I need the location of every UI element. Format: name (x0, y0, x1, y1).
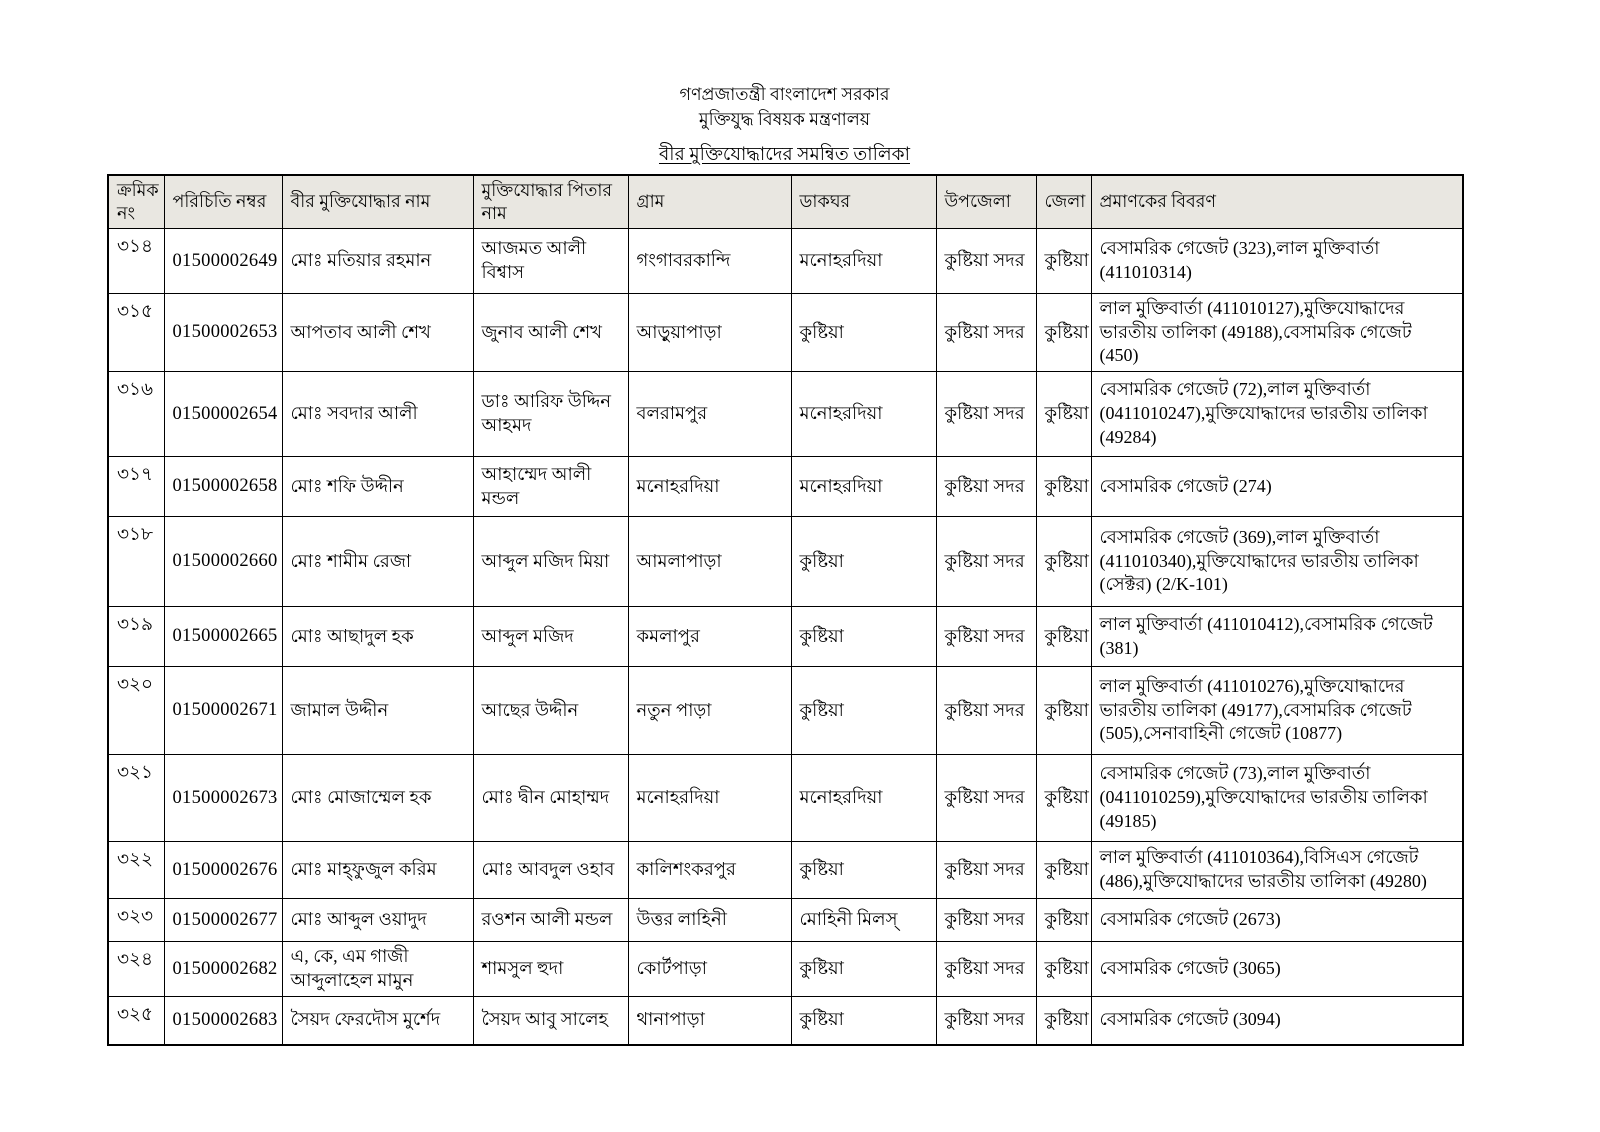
header-upazila: উপজেলা (936, 175, 1036, 229)
serial-cell: ৩২১ (108, 755, 164, 842)
upazila-cell: কুষ্টিয়া সদর (936, 842, 1036, 899)
father-name-cell: আব্দুল মজিদ মিয়া (473, 517, 628, 607)
header-district: জেলা (1036, 175, 1091, 229)
village-cell: মনোহরদিয়া (628, 457, 791, 517)
id-number-cell: 01500002673 (164, 755, 282, 842)
post-office-cell: কুষ্টিয়া (791, 997, 936, 1045)
upazila-cell: কুষ্টিয়া সদর (936, 228, 1036, 293)
fighter-name-cell: মোঃ সবদার আলী (282, 372, 473, 457)
post-office-cell: মনোহরদিয়া (791, 457, 936, 517)
title-ministry: মুক্তিযুদ্ধ বিষয়ক মন্ত্রণালয় (698, 109, 871, 130)
id-number-cell: 01500002649 (164, 228, 282, 293)
post-office-cell: মোহিনী মিলস্ (791, 899, 936, 942)
fighter-name-cell: মোঃ আব্দুল ওয়াদুদ (282, 899, 473, 942)
village-cell: মনোহরদিয়া (628, 755, 791, 842)
upazila-cell: কুষ্টিয়া সদর (936, 667, 1036, 755)
district-cell: কুষ্টিয়া (1036, 667, 1091, 755)
village-cell: থানাপাড়া (628, 997, 791, 1045)
village-cell: নতুন পাড়া (628, 667, 791, 755)
upazila-cell: কুষ্টিয়া সদর (936, 942, 1036, 997)
table-row (108, 942, 1463, 997)
upazila-cell: কুষ্টিয়া সদর (936, 755, 1036, 842)
village-cell: কালিশংকরপুর (628, 842, 791, 899)
proof-details-cell: লাল মুক্তিবার্তা (411010127),মুক্তিযোদ্ধাদের ভারতীয় তালিকা (49188),বেসামরিক গেজেট (450) (1091, 293, 1463, 371)
district-cell: কুষ্টিয়া (1036, 457, 1091, 517)
upazila-cell: কুষ্টিয়া সদর (936, 899, 1036, 942)
father-name-cell: রওশন আলী মন্ডল (473, 899, 628, 942)
serial-cell: ৩১৪ (108, 228, 164, 293)
table-header-row (108, 175, 1463, 229)
village-cell: কোর্টপাড়া (628, 942, 791, 997)
header-fighter-name: বীর মুক্তিযোদ্ধার নাম (282, 175, 473, 229)
table-row (108, 842, 1463, 899)
header-id-number: পরিচিতি নম্বর (164, 175, 282, 229)
fighter-name-cell: মোঃ শফি উদ্দীন (282, 457, 473, 517)
district-cell: কুষ্টিয়া (1036, 228, 1091, 293)
village-cell: কমলাপুর (628, 607, 791, 667)
father-name-cell: জুনাব আলী শেখ (473, 293, 628, 371)
table-row (108, 899, 1463, 942)
father-name-cell: আহাম্মেদ আলী মন্ডল (473, 457, 628, 517)
header-post-office: ডাকঘর (791, 175, 936, 229)
header-father-name: মুক্তিযোদ্ধার পিতার নাম (473, 175, 628, 229)
serial-cell: ৩১৬ (108, 372, 164, 457)
district-cell: কুষ্টিয়া (1036, 372, 1091, 457)
id-number-cell: 01500002682 (164, 942, 282, 997)
proof-details-cell: বেসামরিক গেজেট (274) (1091, 457, 1463, 517)
district-cell: কুষ্টিয়া (1036, 942, 1091, 997)
proof-details-cell: লাল মুক্তিবার্তা (411010412),বেসামরিক গেজেট (381) (1091, 607, 1463, 667)
header-serial: ক্রমিক নং (108, 175, 164, 229)
father-name-cell: আজমত আলী বিশ্বাস (473, 228, 628, 293)
proof-details-cell: বেসামরিক গেজেট (3094) (1091, 997, 1463, 1045)
district-cell: কুষ্টিয়া (1036, 842, 1091, 899)
post-office-cell: মনোহরদিয়া (791, 372, 936, 457)
fighter-name-cell: মোঃ মতিয়ার রহমান (282, 228, 473, 293)
village-cell: উত্তর লাহিনী (628, 899, 791, 942)
id-number-cell: 01500002676 (164, 842, 282, 899)
serial-cell: ৩১৯ (108, 607, 164, 667)
id-number-cell: 01500002658 (164, 457, 282, 517)
serial-cell: ৩১৫ (108, 293, 164, 371)
serial-cell: ৩২০ (108, 667, 164, 755)
proof-details-cell: বেসামরিক গেজেট (2673) (1091, 899, 1463, 942)
fighter-name-cell: সৈয়দ ফেরদৌস মুর্শেদ (282, 997, 473, 1045)
proof-details-cell: বেসামরিক গেজেট (323),লাল মুক্তিবার্তা (411010314) (1091, 228, 1463, 293)
upazila-cell: কুষ্টিয়া সদর (936, 457, 1036, 517)
district-cell: কুষ্টিয়া (1036, 997, 1091, 1045)
id-number-cell: 01500002671 (164, 667, 282, 755)
proof-details-cell: বেসামরিক গেজেট (73),লাল মুক্তিবার্তা (0411010259),মুক্তিযোদ্ধাদের ভারতীয় তালিকা (49185) (1091, 755, 1463, 842)
village-cell: আড়ুয়াপাড়া (628, 293, 791, 371)
proof-details-cell: বেসামরিক গেজেট (3065) (1091, 942, 1463, 997)
upazila-cell: কুষ্টিয়া সদর (936, 997, 1036, 1045)
freedom-fighters-table (107, 174, 1464, 1046)
serial-cell: ৩১৮ (108, 517, 164, 607)
post-office-cell: কুষ্টিয়া (791, 607, 936, 667)
post-office-cell: কুষ্টিয়া (791, 293, 936, 371)
district-cell: কুষ্টিয়া (1036, 607, 1091, 667)
district-cell: কুষ্টিয়া (1036, 755, 1091, 842)
village-cell: বলরামপুর (628, 372, 791, 457)
table-row (108, 667, 1463, 755)
table-row (108, 457, 1463, 517)
father-name-cell: মোঃ দ্বীন মোহাম্মদ (473, 755, 628, 842)
father-name-cell: সৈয়দ আবু সালেহ (473, 997, 628, 1045)
table-row (108, 997, 1463, 1045)
proof-details-cell: বেসামরিক গেজেট (369),লাল মুক্তিবার্তা (411010340),মুক্তিযোদ্ধাদের ভারতীয় তালিকা (সেক্টর) (2/K-101) (1091, 517, 1463, 607)
upazila-cell: কুষ্টিয়া সদর (936, 517, 1036, 607)
post-office-cell: কুষ্টিয়া (791, 942, 936, 997)
father-name-cell: আছের উদ্দীন (473, 667, 628, 755)
post-office-cell: কুষ্টিয়া (791, 517, 936, 607)
table-row (108, 517, 1463, 607)
post-office-cell: মনোহরদিয়া (791, 755, 936, 842)
document-header (107, 82, 1462, 169)
fighter-name-cell: জামাল উদ্দীন (282, 667, 473, 755)
serial-cell: ৩১৭ (108, 457, 164, 517)
proof-details-cell: লাল মুক্তিবার্তা (411010364),বিসিএস গেজেট (486),মুক্তিযোদ্ধাদের ভারতীয় তালিকা (49280) (1091, 842, 1463, 899)
fighter-name-cell: এ, কে, এম গাজী আব্দুলাহেল মামুন (282, 942, 473, 997)
father-name-cell: আব্দুল মজিদ (473, 607, 628, 667)
father-name-cell: মোঃ আবদুল ওহাব (473, 842, 628, 899)
village-cell: গংগাবরকান্দি (628, 228, 791, 293)
table-body (108, 228, 1463, 1044)
serial-cell: ৩২৫ (108, 997, 164, 1045)
id-number-cell: 01500002653 (164, 293, 282, 371)
table-head (108, 175, 1463, 229)
serial-cell: ৩২৪ (108, 942, 164, 997)
fighter-name-cell: মোঃ শামীম রেজা (282, 517, 473, 607)
id-number-cell: 01500002660 (164, 517, 282, 607)
title-list-name: বীর মুক্তিযোদ্ধাদের সমন্বিত তালিকা (658, 144, 910, 165)
upazila-cell: কুষ্টিয়া সদর (936, 607, 1036, 667)
fighter-name-cell: আপতাব আলী শেখ (282, 293, 473, 371)
district-cell: কুষ্টিয়া (1036, 293, 1091, 371)
fighter-name-cell: মোঃ মোজাম্মেল হক (282, 755, 473, 842)
table-row (108, 228, 1463, 293)
id-number-cell: 01500002683 (164, 997, 282, 1045)
header-proof-details: প্রমাণকের বিবরণ (1091, 175, 1463, 229)
post-office-cell: কুষ্টিয়া (791, 842, 936, 899)
upazila-cell: কুষ্টিয়া সদর (936, 372, 1036, 457)
table-row (108, 755, 1463, 842)
post-office-cell: কুষ্টিয়া (791, 667, 936, 755)
post-office-cell: মনোহরদিয়া (791, 228, 936, 293)
proof-details-cell: বেসামরিক গেজেট (72),লাল মুক্তিবার্তা (0411010247),মুক্তিযোদ্ধাদের ভারতীয় তালিকা (49284) (1091, 372, 1463, 457)
district-cell: কুষ্টিয়া (1036, 899, 1091, 942)
id-number-cell: 01500002677 (164, 899, 282, 942)
district-cell: কুষ্টিয়া (1036, 517, 1091, 607)
table-row (108, 293, 1463, 371)
table-row (108, 607, 1463, 667)
id-number-cell: 01500002654 (164, 372, 282, 457)
fighter-name-cell: মোঃ মাহ্‌ফুজুল করিম (282, 842, 473, 899)
id-number-cell: 01500002665 (164, 607, 282, 667)
header-village: গ্রাম (628, 175, 791, 229)
serial-cell: ৩২২ (108, 842, 164, 899)
serial-cell: ৩২৩ (108, 899, 164, 942)
upazila-cell: কুষ্টিয়া সদর (936, 293, 1036, 371)
fighter-name-cell: মোঃ আছাদুল হক (282, 607, 473, 667)
father-name-cell: শামসুল হুদা (473, 942, 628, 997)
village-cell: আমলাপাড়া (628, 517, 791, 607)
proof-details-cell: লাল মুক্তিবার্তা (411010276),মুক্তিযোদ্ধাদের ভারতীয় তালিকা (49177),বেসামরিক গেজেট (505),সেনাবাহিনী গেজেট (10877) (1091, 667, 1463, 755)
table-row (108, 372, 1463, 457)
father-name-cell: ডাঃ আরিফ উদ্দিন আহমদ (473, 372, 628, 457)
title-government: গণপ্রজাতন্ত্রী বাংলাদেশ সরকার (679, 84, 890, 104)
